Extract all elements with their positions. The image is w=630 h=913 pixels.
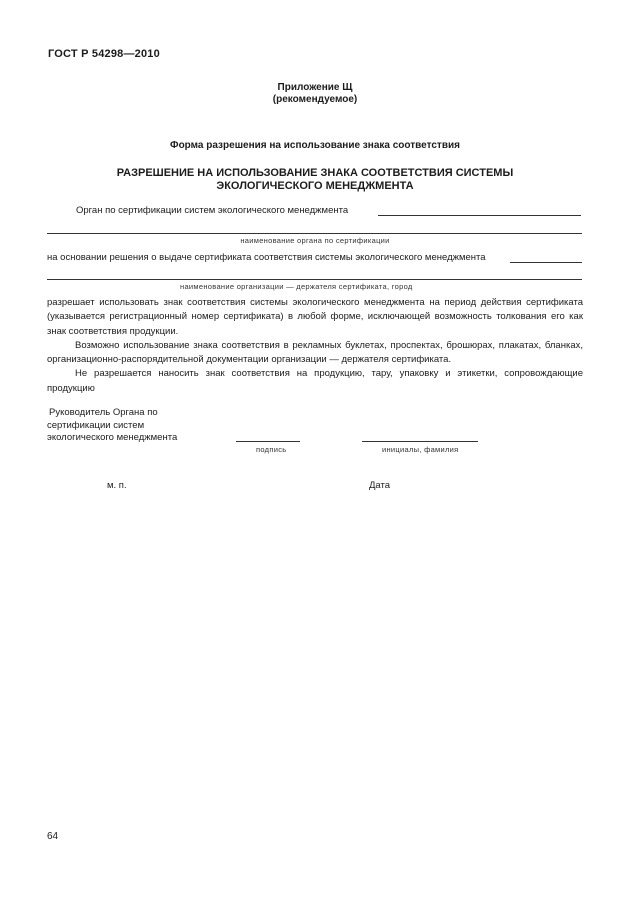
paragraph-permission: разрешает использовать знак соответствия системы экологического менеджмента на период действия сертификата (указывается регистрационный номер сертификата) в любой форме, исключающей возможность толкования его как знак соответствия продукции. bbox=[47, 297, 583, 337]
signature-caption: подпись bbox=[256, 445, 287, 454]
stamp-label: м. п. bbox=[107, 480, 127, 491]
permit-body bbox=[47, 296, 583, 396]
annex-subtitle: (рекомендуемое) bbox=[272, 94, 358, 105]
paragraph-allowed-use: Возможно использование знака соответствия в рекламных буклетах, проспектах, брошюрах, плакатах, бланках, организационно-распорядительной документации организации — держателя сертификата. bbox=[47, 339, 583, 366]
form-title: Форма разрешения на использование знака соответствия bbox=[170, 140, 460, 151]
signature-field bbox=[236, 441, 300, 442]
paragraph-prohibited-use: Не разрешается наносить знак соответствия на продукцию, тару, упаковку и этикетки, сопровождающие продукцию bbox=[47, 368, 583, 394]
date-label: Дата bbox=[369, 480, 391, 491]
basis-label: на основании решения о выдаче сертификата соответствия системы экологического менеджмента bbox=[47, 252, 486, 263]
permit-title-line2: ЭКОЛОГИЧЕСКОГО МЕНЕДЖМЕНТА bbox=[216, 180, 414, 192]
organ-caption: наименование органа по сертификации bbox=[240, 236, 390, 245]
page-number: 64 bbox=[47, 831, 59, 842]
holder-caption: наименование организации — держателя сертификата, город bbox=[180, 282, 413, 291]
annex-title: Приложение Щ bbox=[277, 82, 353, 93]
basis-field bbox=[510, 262, 582, 263]
organ-name-field bbox=[378, 215, 581, 216]
permit-title-line1: РАЗРЕШЕНИЕ НА ИСПОЛЬЗОВАНИЕ ЗНАКА СООТВЕТСТВИЯ СИСТЕМЫ bbox=[116, 167, 514, 179]
signatory-line1: Руководитель Органа по bbox=[49, 407, 158, 418]
name-caption: инициалы, фамилия bbox=[382, 445, 459, 454]
holder-name-field bbox=[47, 279, 582, 280]
organ-label: Орган по сертификации систем экологического менеджмента bbox=[76, 205, 349, 216]
signatory-line2: сертификации систем bbox=[47, 420, 145, 431]
document-header: ГОСТ Р 54298—2010 bbox=[48, 48, 160, 60]
name-field bbox=[362, 441, 478, 442]
organ-name-field-line2 bbox=[47, 233, 582, 234]
signatory-line3: экологического менеджмента bbox=[47, 432, 178, 443]
